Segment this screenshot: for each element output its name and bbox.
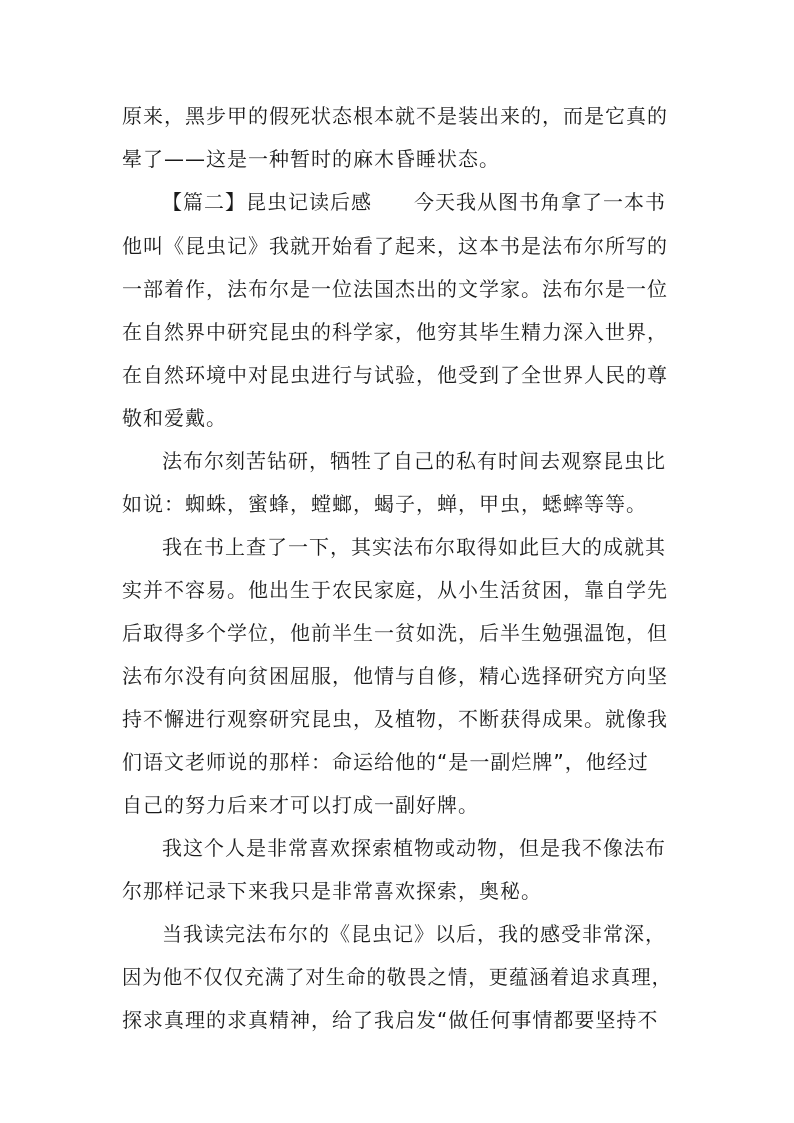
text-line: 当我读完法布尔的《昆虫记》以后，我的感受非常深， [162, 922, 666, 946]
text-line: 我在书上查了一下，其实法布尔取得如此巨大的成就其 [162, 535, 666, 559]
text-line: 一部着作，法布尔是一位法国杰出的文学家。法布尔是一位 [122, 277, 668, 301]
text-line: 法布尔没有向贫困屈服，他情与自修，精心选择研究方向坚 [122, 664, 668, 688]
text-line: 探求真理的求真精神，给了我启发“做任何事情都要坚持不 [122, 1008, 659, 1032]
text-line: 法布尔刻苦钻研，牺牲了自己的私有时间去观察昆虫比 [162, 449, 666, 473]
text-line: 【篇二】昆虫记读后感 今天我从图书角拿了一本书 [162, 190, 666, 214]
text-line: 他叫《昆虫记》我就开始看了起来，这本书是法布尔所写的 [122, 234, 668, 258]
text-line: 在自然界中研究昆虫的科学家，他穷其毕生精力深入世界， [122, 320, 668, 344]
text-line: 我这个人是非常喜欢探索植物或动物，但是我不像法布 [162, 836, 666, 860]
text-line: 在自然环境中对昆虫进行与试验，他受到了全世界人民的尊 [122, 363, 668, 387]
text-line: 自己的努力后来才可以打成一副好牌。 [122, 793, 479, 817]
text-line: 晕了——这是一种暂时的麻木昏睡状态。 [122, 147, 500, 171]
text-line: 后取得多个学位，他前半生一贫如洗，后半生勉强温饱，但 [122, 621, 668, 645]
text-line: 尔那样记录下来我只是非常喜欢探索，奥秘。 [122, 879, 542, 903]
text-line: 实并不容易。他出生于农民家庭，从小生活贫困，靠自学先 [122, 578, 668, 602]
text-line: 原来，黑步甲的假死状态根本就不是装出来的，而是它真的 [122, 104, 668, 128]
text-line: 因为他不仅仅充满了对生命的敬畏之情，更蕴涵着追求真理， [122, 965, 672, 989]
text-line: 们语文老师说的那样：命运给他的“是一副烂牌”，他经过 [122, 750, 649, 774]
text-line: 敬和爱戴。 [122, 406, 227, 430]
text-line: 如说：蜘蛛，蜜蜂，螳螂，蝎子，蝉，甲虫，蟋蟀等等。 [122, 492, 647, 516]
text-line: 持不懈进行观察研究昆虫，及植物，不断获得成果。就像我 [122, 707, 668, 731]
